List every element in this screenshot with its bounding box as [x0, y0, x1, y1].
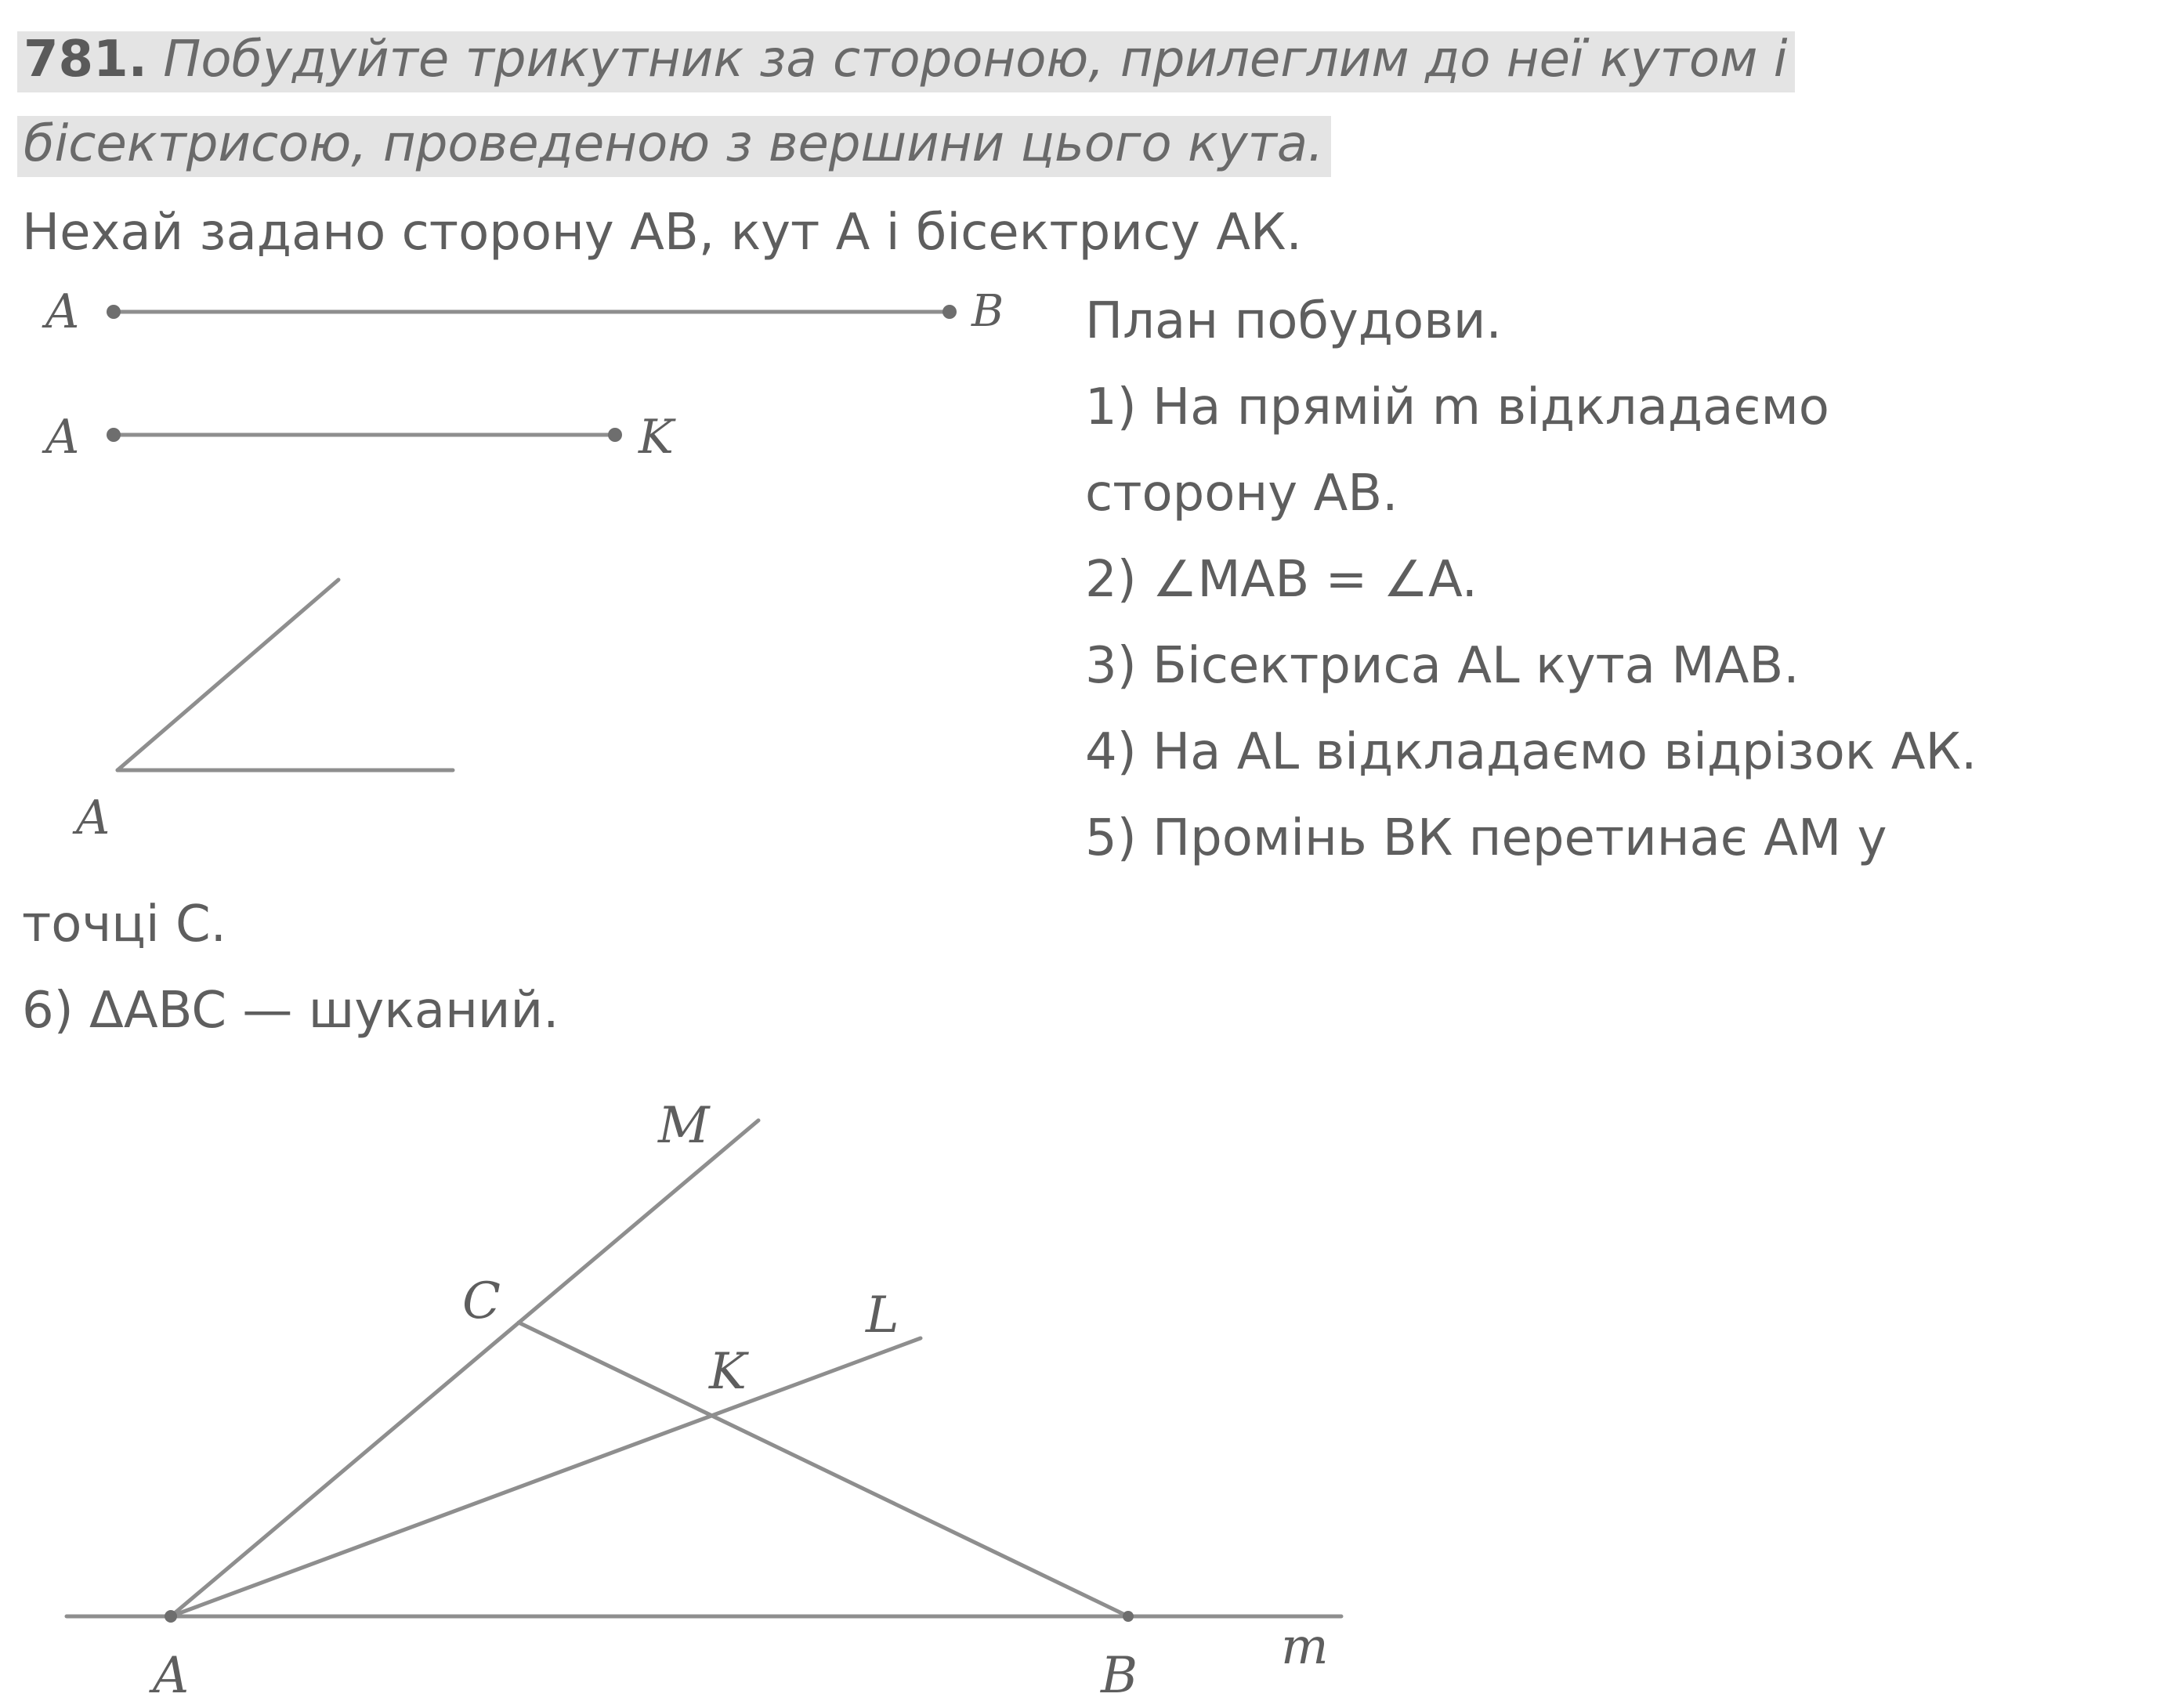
- plan-title: План побудови.: [1085, 292, 1502, 350]
- segment-ak-start-point: [107, 428, 121, 442]
- label-l: L: [866, 1286, 899, 1344]
- segment-ak-label-a: A: [45, 410, 80, 465]
- plan-step-1b: сторону АВ.: [1085, 465, 1398, 523]
- problem-text-2: бісектрисою, проведеною з вершини цього кута.: [24, 115, 1324, 173]
- ray-al: [171, 1338, 921, 1616]
- label-m-line: m: [1281, 1618, 1329, 1676]
- plan-step-6: 6) ΔABC — шуканий.: [22, 982, 559, 1040]
- problem-text-1: Побудуйте трикутник за стороною, прилеглим до неї кутом і: [163, 31, 1788, 89]
- construction-figure: [67, 1097, 1341, 1705]
- plan-step-4: 4) На AL відкладаємо відрізок АК.: [1085, 723, 1977, 781]
- segment-ab-start-point: [107, 305, 121, 319]
- angle-a-vertex-label: A: [76, 791, 110, 845]
- segment-ab-label-b: B: [971, 286, 1004, 337]
- plan-step-2: 2) ∠MAB = ∠A.: [1085, 551, 1478, 609]
- segment-bc: [519, 1323, 1128, 1616]
- given-segment-ab: [42, 284, 1004, 339]
- plan-step-5b: точці С.: [22, 896, 226, 954]
- label-c: C: [462, 1272, 501, 1330]
- segment-ab-label-a: A: [45, 284, 80, 339]
- plan-step-3: 3) Бісектриса AL кута MAB.: [1085, 637, 1800, 695]
- problem-number: 781.: [24, 31, 147, 89]
- given-segment-ak: [42, 410, 676, 465]
- label-a: A: [153, 1647, 190, 1705]
- segment-ak-end-point: [608, 428, 622, 442]
- plan-step-1a: 1) На прямій m відкладаємо: [1085, 378, 1829, 436]
- ray-am: [171, 1120, 758, 1616]
- label-b: B: [1101, 1647, 1138, 1705]
- label-m-ray: M: [658, 1097, 710, 1155]
- given-text: Нехай задано сторону АВ, кут А і бісектрису АК.: [22, 204, 1302, 262]
- given-angle-a: [72, 580, 453, 845]
- angle-a-side-2: [118, 580, 338, 770]
- segment-ab-end-point: [942, 305, 957, 319]
- label-k: K: [709, 1343, 747, 1401]
- plan-step-5a: 5) Промінь ВК перетинає АМ у: [1085, 809, 1887, 867]
- segment-ak-label-k: K: [639, 410, 674, 465]
- point-a: [165, 1610, 177, 1623]
- point-b: [1123, 1611, 1134, 1622]
